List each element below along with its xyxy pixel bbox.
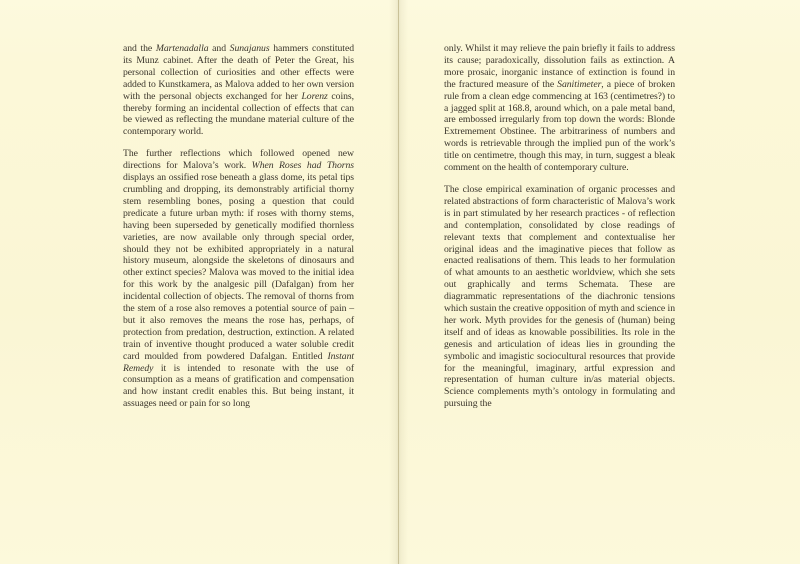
paragraph <box>444 43 675 174</box>
text-segment: , a piece of broken rule from a clean edge commencing at 163 (centimetres?) to a jagged split at 168.8, around which, on a pale metal band, are embossed irregularly from top down the words: Blonde Extremement Obstinee. The arbitrariness of numbers and words is retrievable through the implied pun of the work’s title on centimetre, though this may, in turn, suggest a bleak comment on the health of contemporary culture. <box>444 78 675 174</box>
right-page-text <box>444 43 675 410</box>
text-segment: coins, thereby forming an incidental collection of effects that can be viewed as reflecting the mundane material culture of the contemporary world. <box>123 90 354 138</box>
page-fold-line <box>398 0 399 564</box>
italic-text-segment: Martenadalla <box>155 43 209 54</box>
text-segment: displays an ossified rose beneath a glass dome, its petal tips crumbling and dropping, its demonstrably artificial thorny stem resembling bones, posing a question that could predicate a future urban myth: if roses with thorny stems, having been superseded by genetically modified thornless varieties, are now available only through special order, should they not be exhibited appropriately in a natural history museum, alongside the skeletons of dinosaurs and other extinct species? Malova was moved to the initial idea for this work by the analgesic pill (Dafalgan) from her incidental collection of objects. The removal of thorns from the stem of a rose also removes a potential source of pain – but it also removes the means the rose has, perhaps, of protection from predation, destruction, extinction. A related train of inventive thought produced a water soluble credit card moulded from powdered Dafalgan. Entitled <box>123 172 354 362</box>
paragraph <box>123 148 354 410</box>
italic-text-segment: Sanitimeter <box>557 78 602 90</box>
text-segment: and the <box>123 43 156 54</box>
text-segment: hammers constituted its Munz cabinet. After the death of Peter the Great, his personal collection of curiosities and other effects were added to Kunstkamera, as Malova added to her own version with the personal objects exchanged for her <box>123 43 354 102</box>
paragraph <box>444 184 675 410</box>
text-segment: only. Whilst it may relieve the pain briefly it fails to address its cause; paradoxically, dissolution fails as extinction. A more prosaic, inorganic instance of extinction is found in the fractured measure of the <box>444 43 675 90</box>
left-page-text <box>123 43 354 410</box>
italic-text-segment: Lorenz <box>301 90 328 102</box>
text-segment: The close empirical examination of organic processes and related abstractions of form characteristic of Malova’s work is in part stimulated by her research practices - of reflection and contemplation, consolidated by close readings of relevant texts that complement and contextualise her original ideas and the imaginative pieces that follow as enacted realisations of them. This leads to her formulation of what amounts to an aesthetic worldview, which she sets out graphically and terms Schemata. These are diagrammatic representations of the diachronic tensions which sustain the creative opposition of myth and science in her work. Myth provides for the genesis of (human) being itself and of ideas as knowable possibilities. Its role in the genesis and articulation of ideas lies in grounding the symbolic and imagistic sociocultural resources that provide for the meaningful, imaginary, artful expression and representation of human culture in/as material objects. Science complements myth’s ontology in formulating and pursuing the <box>444 183 675 410</box>
page-fold <box>389 0 408 564</box>
paragraph <box>123 43 354 138</box>
text-segment: The further reflections which followed opened new directions for Malova’s work. <box>123 148 354 172</box>
italic-text-segment: When Roses had Thorns <box>251 160 354 172</box>
text-segment: and <box>208 43 230 54</box>
italic-text-segment: Instant Remedy <box>123 350 354 374</box>
italic-text-segment: Sunajanus <box>229 43 270 54</box>
text-segment: it is intended to resonate with the use of consumption as a means of gratification and compensation and how instant credit enables this. But being instant, it assuages need or pain for so long <box>123 362 354 410</box>
